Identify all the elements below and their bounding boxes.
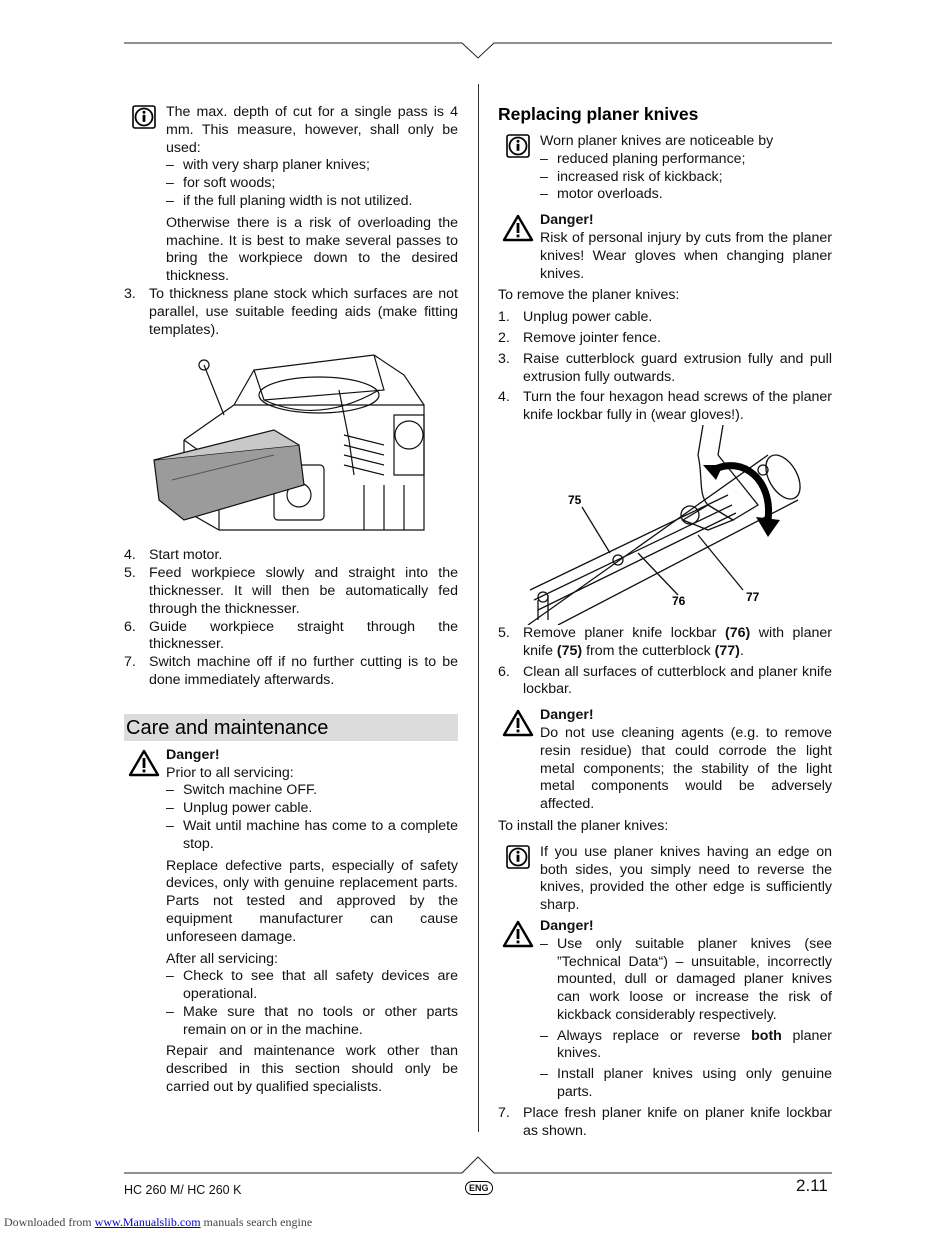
step-number: 6.: [498, 663, 510, 680]
list-text: planer knives.: [557, 1027, 832, 1062]
step-number: 2.: [498, 329, 510, 346]
info-icon: [506, 134, 530, 164]
note-worn-knives: [498, 133, 832, 204]
danger-title: Danger!: [166, 746, 220, 763]
step-text-part: with planer knife: [523, 624, 832, 659]
step-number: 3.: [498, 350, 510, 367]
note-install: [498, 844, 832, 915]
info-icon: [506, 845, 530, 875]
step-item: [124, 547, 458, 565]
step-item: [124, 619, 458, 655]
step-number: 1.: [498, 309, 510, 326]
warning-icon: [128, 749, 160, 783]
step-number: 7.: [498, 1104, 510, 1121]
danger-cleaning: [498, 707, 832, 814]
figure-label: 77: [746, 589, 760, 604]
download-note: [4, 1214, 312, 1232]
info-icon: [132, 105, 156, 135]
step-text: Clean all surfaces of cutterblock and planer knife lockbar.: [523, 663, 832, 698]
step-text-part: from the cutterblock: [582, 642, 715, 659]
danger-title: Danger!: [540, 707, 594, 724]
step-text: Place fresh planer knife on planer knife lockbar as shown.: [523, 1104, 832, 1139]
right-column: [498, 104, 832, 1140]
list-item: – Wait until machine has come to a complete stop.: [166, 818, 458, 854]
paragraph: Replace defective parts, especially of safety devices, only with genuine replacement parts. Parts not tested and approved by the equipment manufacturer can cause unforeseen damage.: [166, 857, 458, 945]
list-item: – Check to see that all safety devices are operational.: [166, 968, 458, 1004]
warning-icon: [502, 709, 534, 743]
step-text: Raise cutterblock guard extrusion fully and pull extrusion fully outwards.: [523, 350, 832, 385]
danger-text: Do not use cleaning agents (e.g. to remove resin residue) that could corrode the light metal components; the stability of the light metal components would be adversely affected.: [540, 724, 832, 813]
note-intro: Worn planer knives are noticeable by: [540, 133, 774, 149]
step-text: Feed workpiece slowly and straight into the thicknesser. It will then be automatically fed through the thicknesser.: [149, 565, 458, 617]
danger-knives: [498, 918, 832, 1102]
step-item: [124, 286, 458, 339]
list-item: – with very sharp planer knives;: [166, 157, 458, 175]
step-text-part: Remove planer knife lockbar: [523, 624, 726, 641]
step-number: 5.: [124, 565, 136, 582]
note-text: If you use planer knives having an edge on both sides, you simply need to reverse the knives, provided the other edge is sufficiently sharp.: [540, 843, 832, 914]
figure-label: 75: [568, 492, 582, 507]
list-text: Always replace or reverse: [557, 1027, 752, 1044]
language-badge: ENG: [465, 1181, 493, 1195]
step-item: [498, 309, 832, 327]
step-text: Start motor.: [149, 547, 223, 564]
note-outro: Otherwise there is a risk of overloading the machine. It is best to make several passes to bring the workpiece down to the desired thickness.: [166, 214, 458, 285]
step-item: [124, 654, 458, 690]
step-text: Guide workpiece straight through the thicknesser.: [149, 618, 458, 653]
figure-label: 76: [672, 593, 686, 608]
step-text: Switch machine off if no further cutting is to be done immediately afterwards.: [149, 654, 458, 688]
step-item: [498, 664, 832, 700]
step-number: 4.: [498, 389, 510, 406]
danger-care: [124, 747, 458, 1097]
page-number: 2.11: [796, 1176, 828, 1195]
step-item: [498, 351, 832, 387]
list-item: [540, 1028, 832, 1064]
danger-intro: Prior to all servicing:: [166, 764, 294, 781]
column-divider: [478, 84, 479, 1132]
lockbar-illustration: [498, 425, 832, 625]
list-item: – if the full planing width is not utilized.: [166, 193, 458, 211]
step-number: 4.: [124, 547, 136, 564]
danger-text: Risk of personal injury by cuts from the planer knives! Wear gloves when changing planer knives.: [540, 229, 832, 282]
part-ref: (75): [556, 642, 583, 659]
note-depth-of-cut: [124, 104, 458, 286]
section-heading-care: Care and maintenance: [124, 714, 458, 741]
list-item: – Unplug power cable.: [166, 800, 458, 818]
step-number: 6.: [124, 618, 136, 635]
step-number: 5.: [498, 624, 510, 641]
step-text: Turn the four hexagon head screws of the planer knife lockbar fully in (wear gloves!).: [523, 389, 832, 424]
download-suffix: manuals search engine: [200, 1215, 313, 1229]
emphasis: both: [751, 1027, 782, 1044]
step-number: 3.: [124, 285, 136, 302]
warning-icon: [502, 214, 534, 248]
part-ref: (76): [725, 624, 751, 641]
section-heading-replacing: Replacing planer knives: [498, 104, 699, 124]
step-text-part: .: [739, 642, 744, 659]
step-text: To thickness plane stock which surfaces are not parallel, use suitable feeding aids (make fitting templates).: [149, 285, 458, 338]
danger-gloves: [498, 212, 832, 283]
part-ref: (77): [714, 642, 740, 659]
left-column: [124, 104, 458, 1097]
step-item: [498, 389, 832, 425]
paragraph: To remove the planer knives:: [498, 287, 680, 304]
step-number: 7.: [124, 654, 136, 671]
paragraph: After all servicing:: [166, 950, 278, 967]
footer-model: HC 260 M/ HC 260 K: [124, 1183, 242, 1197]
list-item: – Install planer knives using only genuine parts.: [540, 1066, 832, 1102]
step-item: [498, 1105, 832, 1141]
danger-title: Danger!: [540, 212, 594, 229]
header-rule: [0, 0, 950, 70]
list-item: – increased risk of kickback;: [540, 169, 832, 187]
step-item: [498, 330, 832, 348]
list-item: – motor overloads.: [540, 186, 832, 204]
paragraph: Repair and maintenance work other than described in this section should only be carried out by qualified specialists.: [166, 1043, 458, 1096]
list-item: – Switch machine OFF.: [166, 782, 458, 800]
step-item: [498, 625, 832, 661]
paragraph: To install the planer knives:: [498, 817, 669, 834]
note-intro: The max. depth of cut for a single pass is 4 mm. This measure, however, shall only be used:: [166, 104, 458, 156]
manualslib-link[interactable]: www.Manualslib.com: [94, 1215, 201, 1229]
list-item: – reduced planing performance;: [540, 151, 832, 169]
list-item: – Make sure that no tools or other parts remain on or in the machine.: [166, 1004, 458, 1040]
list-item: – Use only suitable planer knives (see ”Technical Data“) – unsuitable, incorrectly mounted, dull or damaged planer knives can work loose or increase the risk of kickback considerably respectively.: [540, 936, 832, 1025]
download-prefix: Downloaded from: [4, 1215, 95, 1229]
danger-title: Danger!: [540, 917, 594, 934]
step-text: Remove jointer fence.: [523, 329, 662, 346]
thicknesser-illustration: [124, 339, 458, 547]
list-item: – for soft woods;: [166, 175, 458, 193]
step-text: Unplug power cable.: [523, 309, 653, 326]
warning-icon: [502, 920, 534, 954]
step-item: [124, 565, 458, 618]
